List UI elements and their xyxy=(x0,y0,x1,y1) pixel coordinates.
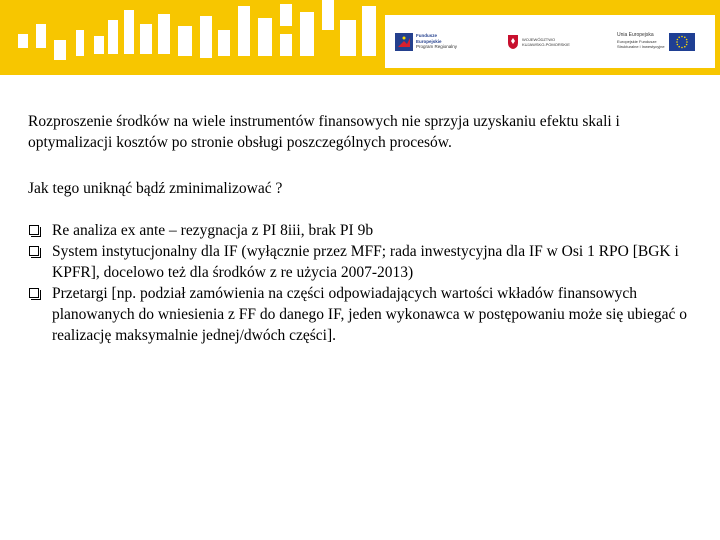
checkbox-bullet-icon xyxy=(29,246,39,256)
decorative-block xyxy=(18,34,28,48)
decorative-block xyxy=(280,34,292,56)
checkbox-bullet-icon xyxy=(29,288,39,298)
list-item xyxy=(28,283,698,346)
header-bar xyxy=(0,0,720,75)
intro-paragraph: Rozproszenie środków na wiele instrumentów finansowych nie sprzyja uzyskaniu efektu skali i optymalizacji kosztów po stronie obsługi poszczególnych procesów. xyxy=(28,113,620,151)
decorative-block xyxy=(258,18,272,56)
bullet-text: System instytucjonalny dla IF (wyłącznie przez MFF; rada inwestycyjna dla IF w Osi 1 RPO [BGK i KPFR], docelowo też dla środków z re użycia 2007-2013) xyxy=(52,243,679,281)
decorative-block xyxy=(238,6,250,56)
list-item xyxy=(28,220,698,241)
decorative-block xyxy=(158,14,170,54)
fe-logo-line1: Fundusze xyxy=(416,33,437,39)
eu-flag-icon xyxy=(669,33,695,51)
decorative-block xyxy=(280,4,292,26)
decorative-block xyxy=(218,30,230,56)
question-paragraph: Jak tego uniknąć bądź zminimalizować ? xyxy=(28,180,283,197)
decorative-block xyxy=(54,40,66,60)
eu-logo-line1: Unia Europejska xyxy=(617,32,654,39)
logo-strip xyxy=(385,15,715,68)
decorative-block xyxy=(94,36,104,54)
bullet-text: Przetargi [np. podział zamówienia na części odpowiadających wartości wkładów finansowych planowanych do wniesienia z FF do danego IF, jeden wykonawca w postępowaniu może się ubiegać o realizację maksymalnie jednej/dwóch części]. xyxy=(52,285,687,344)
list-item xyxy=(28,241,698,283)
bullet-list xyxy=(28,220,698,346)
fe-logo-icon xyxy=(395,33,413,51)
region-logo-line1: WOJEWÓDZTWO xyxy=(522,36,556,42)
checkbox-bullet-icon xyxy=(29,225,39,235)
fe-logo xyxy=(395,15,475,68)
decorative-block xyxy=(124,10,134,54)
eu-logo-line2: Europejskie Fundusze xyxy=(617,38,657,44)
decorative-block xyxy=(36,24,46,48)
decorative-block xyxy=(322,0,334,30)
decorative-block xyxy=(108,20,118,54)
eu-logo-line3: Strukturalne i Inwestycyjne xyxy=(617,44,665,50)
region-crest-icon xyxy=(507,34,519,50)
eu-logo xyxy=(617,15,709,68)
decorative-block xyxy=(362,6,376,56)
fe-logo-line2: Europejskie xyxy=(416,38,442,44)
decorative-block xyxy=(178,26,192,56)
decorative-block xyxy=(200,16,212,58)
region-logo-line2: KUJAWSKO-POMORSKIE xyxy=(522,41,570,47)
region-logo xyxy=(507,15,597,68)
decorative-block xyxy=(76,30,84,56)
fe-logo-line3: Program Regionalny xyxy=(416,44,458,50)
bullet-text: Re analiza ex ante – rezygnacja z PI 8iii, brak PI 9b xyxy=(52,222,374,239)
decorative-block xyxy=(300,12,314,56)
decorative-block xyxy=(340,20,356,56)
decorative-block xyxy=(140,24,152,54)
